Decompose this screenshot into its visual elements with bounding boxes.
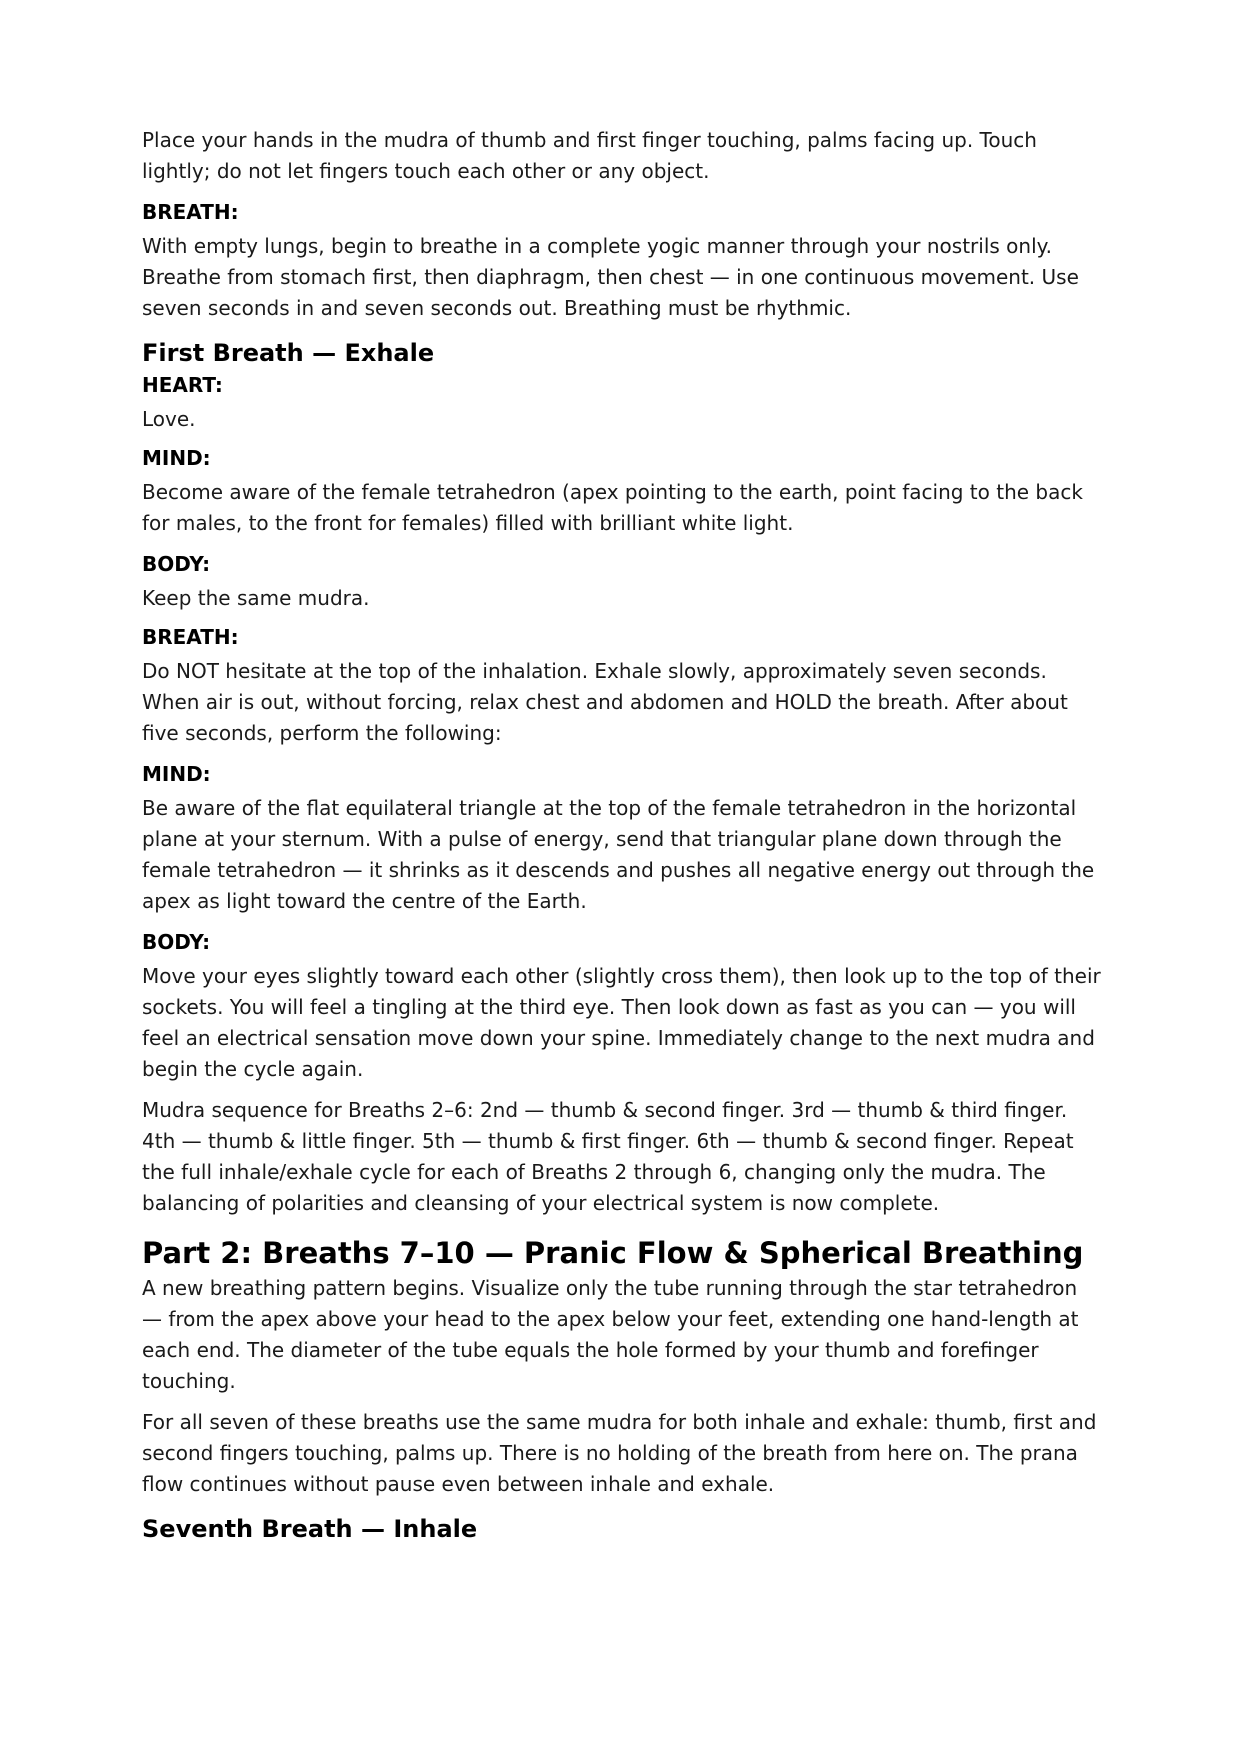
breath-label: BREATH: [142, 200, 239, 224]
part-2-paragraph: A new breathing pattern begins. Visualize only the tube running through the star tetrahedron — from the apex above your head to the apex below your feet, extending one hand-length at each end. The diameter of the tube equals the hole formed by your thumb and forefinger touching. [142, 1276, 1079, 1393]
breath-instructions: With empty lungs, begin to breathe in a complete yogic manner through your nostrils only. Breathe from stomach first, then diaphragm, then chest — in one continuous movement. Use seven seconds in and seven seconds out. Breathing must be rhythmic. [142, 234, 1079, 320]
breath-instructions: Do NOT hesitate at the top of the inhalation. Exhale slowly, approximately seven seconds. When air is out, without forcing, relax chest and abdomen and HOLD the breath. After about five seconds, perform the following: [142, 659, 1068, 745]
section-heading-seventh-breath: Seventh Breath — Inhale [142, 1515, 478, 1543]
mudra-sequence-paragraph: Mudra sequence for Breaths 2–6: 2nd — thumb & second finger. 3rd — thumb & third finger. 4th — thumb & little finger. 5th — thumb & first finger. 6th — thumb & second finger. Repeat the full inhale/exhale cycle for each of Breaths 2 through 6, changing only the mudra. The balancing of polarities and cleansing of your electrical system is now complete. [142, 1098, 1074, 1215]
mind-label: MIND: [142, 446, 211, 470]
heart-label: HEART: [142, 373, 223, 397]
mind-text: Be aware of the flat equilateral triangle at the top of the female tetrahedron in the horizontal plane at your sternum. With a pulse of energy, send that triangular plane down through the female tetrahedron — it shrinks as it descends and pushes all negative energy out through the apex as light toward the centre of the Earth. [142, 796, 1095, 913]
part-2-paragraph: For all seven of these breaths use the same mudra for both inhale and exhale: thumb, first and second fingers touching, palms up. There is no holding of the breath from here on. The prana flow continues without pause even between inhale and exhale. [142, 1410, 1097, 1496]
body-label: BODY: [142, 552, 211, 576]
mind-label: MIND: [142, 762, 211, 786]
intro-paragraph: Place your hands in the mudra of thumb and first finger touching, palms facing up. Touch lightly; do not let fingers touch each other or any object. [142, 128, 1037, 183]
document-page [142, 125, 1102, 1546]
body-text: Move your eyes slightly toward each other (slightly cross them), then look up to the top of their sockets. You will feel a tingling at the third eye. Then look down as fast as you can — you will feel an electrical sensation move down your spine. Immediately change to the next mudra and begin the cycle again. [142, 964, 1101, 1081]
mind-text: Become aware of the female tetrahedron (apex pointing to the earth, point facing to the back for males, to the front for females) filled with brilliant white light. [142, 480, 1083, 535]
section-heading-first-breath: First Breath — Exhale [142, 339, 435, 367]
section-heading-part-2: Part 2: Breaths 7–10 — Pranic Flow & Spherical Breathing [142, 1236, 1084, 1270]
heart-text: Love. [142, 407, 196, 431]
body-label: BODY: [142, 930, 211, 954]
breath-label: BREATH: [142, 625, 239, 649]
body-text: Keep the same mudra. [142, 586, 370, 610]
